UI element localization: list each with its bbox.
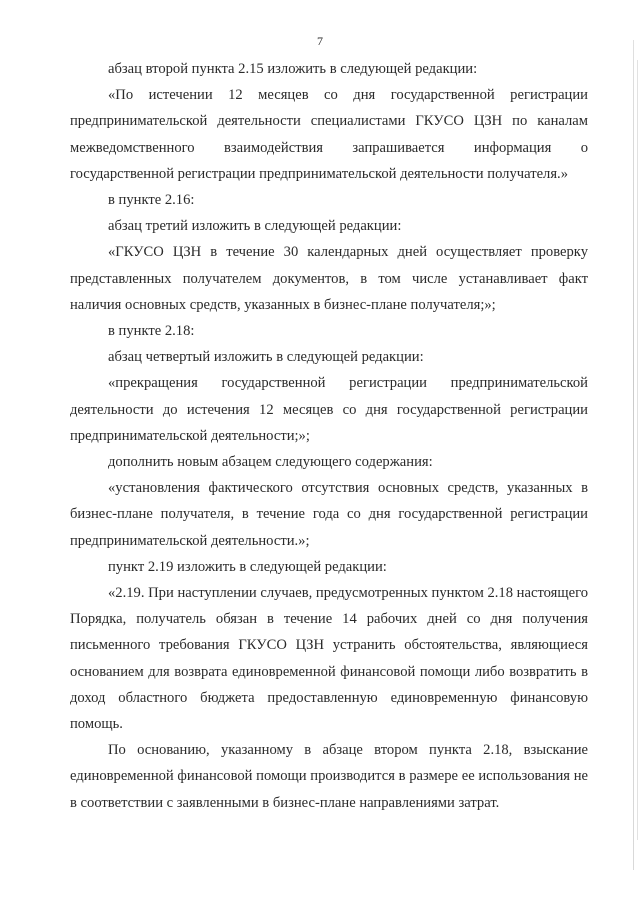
paragraph-2-16-intro: абзац третий изложить в следующей редакции: [108,218,402,235]
paragraph-2-16-new-text: «ГКУСО ЦЗН в течение 30 календарных дней осуществляет проверку представленных получателем документов, в том числе устанавливает факт наличия основных средств, указанных в бизнес-плане получателя;»; [70,244,588,313]
paragraph-2-19-second-part: По основанию, указанному в абзаце втором пункта 2.18, взыскание единовременной финансовой помощи производится в размере ее использования не в соответствии с заявленными в бизнес-плане направлениями затрат. [70,742,588,811]
paragraph-2-18-heading: в пункте 2.18: [108,323,195,340]
paragraph-2-18-addition-intro: дополнить новым абзацем следующего содержания: [108,454,433,471]
paragraph-2-19-new-text: «2.19. При наступлении случаев, предусмотренных пунктом 2.18 настоящего Порядка, получатель обязан в течение 14 рабочих дней со дня получения письменного требования ГКУСО ЦЗН устранить обстоятельства, являющиеся основанием для возврата единовременной финансовой помощи либо возвратить в доход областного бюджета предоставленную единовременную финансовую помощь. [70,585,588,733]
paragraph-2-18-addition-text: «установления фактического отсутствия основных средств, указанных в бизнес-плане получателя, в течение года со дня государственной регистрации предпринимательской деятельности.»; [70,480,588,549]
page-number: 7 [317,34,323,48]
scan-edge-line [633,40,634,870]
scan-edge-line-secondary [637,60,638,840]
paragraph-amend-2-15-intro: абзац второй пункта 2.15 изложить в следующей редакции: [108,61,478,77]
paragraph-2-18-intro: абзац четвертый изложить в следующей редакции: [108,349,424,366]
document-body [70,56,588,816]
paragraph-2-16-heading: в пункте 2.16: [108,192,195,209]
paragraph-2-18-new-text: «прекращения государственной регистрации предпринимательской деятельности до истечения 12 месяцев со дня государственной регистрации предпринимательской деятельности;»; [70,375,588,444]
paragraph-2-19-intro: пункт 2.19 изложить в следующей редакции: [108,558,387,575]
paragraph-2-15-new-text: «По истечении 12 месяцев со дня государственной регистрации предпринимательской деятельности специалистами ГКУСО ЦЗН по каналам межведомственного взаимодействия запрашивается информация о государственной регистрации предпринимательской деятельности получателя.» [70,87,588,182]
